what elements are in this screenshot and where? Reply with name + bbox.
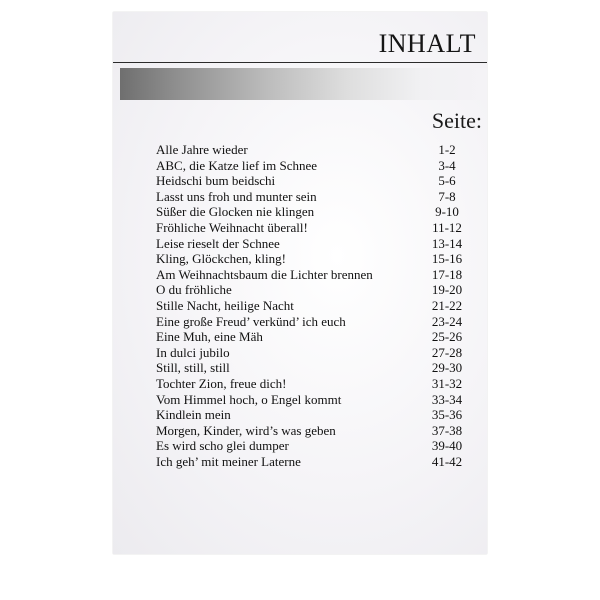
toc-entry [156, 375, 463, 392]
toc-entry [156, 453, 463, 470]
toc-entry-title: Süßer die Glocken nie klingen [156, 204, 315, 220]
toc-entry-pages: 1-2 [438, 142, 456, 157]
toc-entry [156, 407, 463, 423]
toc-entry-title: Fröhliche Weihnacht überall! [156, 219, 308, 235]
toc-entry [156, 391, 463, 408]
toc-entry-title: Still, still, still [156, 360, 230, 376]
toc-entry [156, 189, 459, 205]
toc-entry-title: In dulci jubilo [156, 344, 230, 360]
toc-entry-pages: 19-20 [431, 282, 463, 298]
toc-entry [156, 173, 459, 189]
toc-entry-title: Eine große Freud’ verkünd’ ich euch [156, 313, 346, 329]
toc-entry-pages: 7-8 [438, 188, 456, 204]
toc-entry [156, 438, 463, 454]
toc-entry-title: Vom Himmel hoch, o Engel kommt [156, 391, 342, 407]
toc-entry-pages: 35-36 [431, 407, 463, 423]
toc-entry-title: O du fröhliche [156, 282, 232, 298]
toc-entry-title: Eine Muh, eine Mäh [156, 329, 263, 345]
toc-entry-title: Es wird scho glei dumper [156, 438, 289, 454]
page-column-header: Seite: [431, 108, 482, 133]
toc-entry-title: Tochter Zion, freue dich! [156, 375, 287, 391]
toc-entry-pages: 39-40 [431, 438, 463, 454]
toc-entry [156, 266, 463, 283]
toc-entry-title: Lasst uns froh und munter sein [156, 188, 317, 204]
toc-entry-pages: 13-14 [431, 235, 463, 251]
toc-entry [156, 158, 459, 174]
toc-entry-title: ABC, die Katze lief im Schnee [156, 157, 318, 173]
toc-entry [156, 235, 463, 252]
toc-entry-title: Morgen, Kinder, wird’s was geben [156, 422, 336, 438]
gradient-banner [120, 68, 487, 100]
toc-entry [156, 329, 463, 345]
toc-entry [156, 142, 459, 158]
toc-entry-pages: 21-22 [431, 297, 463, 313]
toc-entry [156, 422, 463, 439]
toc-entry-title: Alle Jahre wieder [156, 142, 248, 157]
toc-entry [156, 219, 462, 236]
toc-entry-pages: 23-24 [431, 313, 463, 329]
title-rule [113, 62, 487, 63]
toc-entry-pages: 33-34 [431, 391, 463, 407]
toc-entry [156, 360, 463, 376]
toc-entry [156, 297, 463, 314]
page-title: INHALT [378, 29, 476, 58]
toc-entry [156, 313, 463, 330]
toc-entry-pages: 5-6 [438, 173, 456, 189]
toc-entry-pages: 31-32 [431, 375, 463, 391]
toc-entry-pages: 27-28 [431, 344, 463, 360]
toc-entry-title: Leise rieselt der Schnee [156, 235, 280, 251]
toc-entry-title: Heidschi bum beidschi [156, 173, 276, 189]
book-page [113, 12, 487, 554]
toc-entry-title: Ich geh’ mit meiner Laterne [156, 453, 301, 469]
toc-entry [156, 204, 459, 220]
toc-entry [156, 282, 463, 298]
toc-entry-pages: 29-30 [431, 360, 463, 376]
toc-entry-pages: 9-10 [435, 204, 459, 220]
toc-entry-title: Kling, Glöckchen, kling! [156, 251, 286, 267]
toc-entry-pages: 15-16 [431, 251, 463, 267]
toc-entry-title: Kindlein mein [156, 407, 231, 423]
toc-entry-pages: 41-42 [431, 453, 463, 469]
toc-entry-pages: 25-26 [431, 329, 463, 345]
toc-entry-pages: 17-18 [431, 266, 463, 282]
table-of-contents [156, 142, 463, 469]
toc-entry-pages: 3-4 [438, 157, 456, 173]
toc-entry-title: Stille Nacht, heilige Nacht [156, 297, 294, 313]
toc-entry [156, 251, 463, 267]
toc-entry-title: Am Weihnachtsbaum die Lichter brennen [156, 266, 373, 282]
toc-entry-pages: 11-12 [432, 219, 462, 235]
toc-entry-pages: 37-38 [431, 422, 463, 438]
toc-entry [156, 344, 463, 361]
